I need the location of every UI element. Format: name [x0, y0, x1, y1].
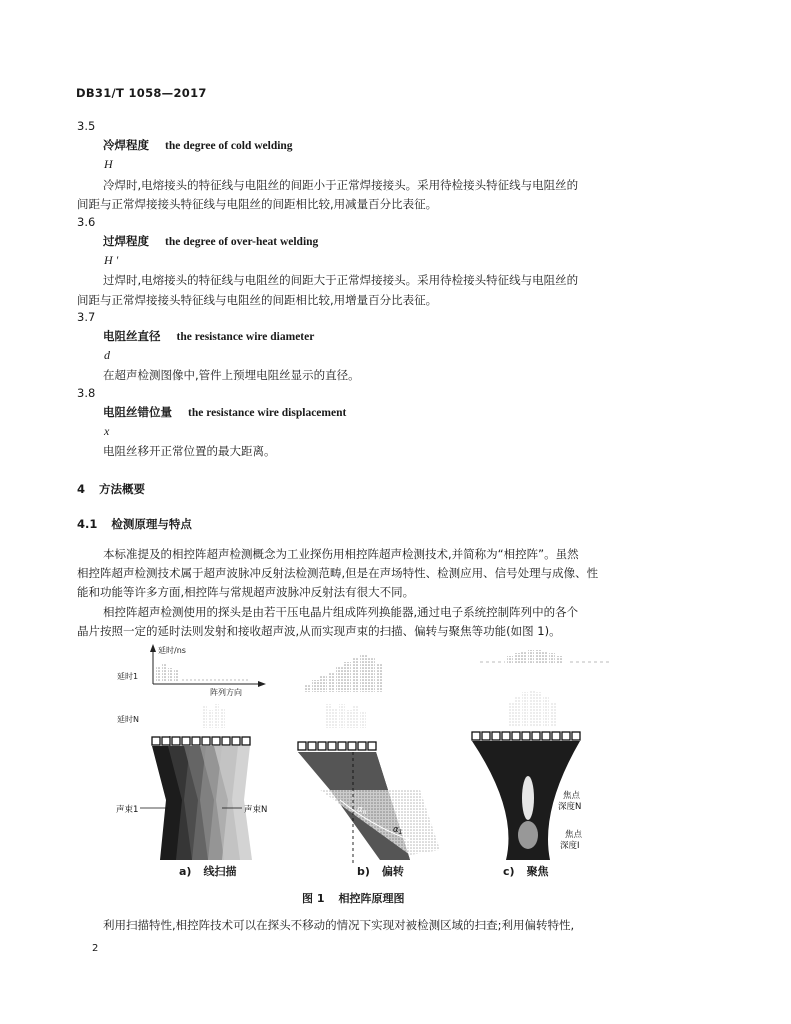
standard-number: DB31/T 1058—2017 — [76, 86, 207, 100]
panel-title: 偏转 — [381, 865, 404, 878]
section-number: 4.1 — [77, 517, 98, 531]
term-en: the resistance wire diameter — [176, 331, 315, 343]
focus-depth-n-label-2: 深度N — [558, 802, 582, 812]
section-number-3-5: 3.5 — [77, 119, 96, 133]
section-title: 检测原理与特点 — [111, 517, 192, 531]
delay-axis-label: 延时/ns — [158, 646, 186, 655]
definition-line: 间距与正常焊接接头特征线与电阻丝的间距相比较,用增量百分比表征。 — [77, 293, 438, 307]
section-number-3-8: 3.8 — [77, 386, 96, 400]
paragraph-line: 相控阵超声检测技术属于超声波脉冲反射法检测范畴,但是在声场特性、检测应用、信号处理与成像、性 — [77, 566, 599, 580]
term-3-7 — [103, 328, 314, 344]
chapter-heading — [77, 481, 145, 497]
phased-array-figure — [110, 640, 660, 885]
chapter-number: 4 — [77, 482, 86, 496]
panel-letter: c) — [503, 865, 515, 878]
paragraph-line: 利用扫描特性,相控阵技术可以在探头不移动的情况下实现对被检测区域的扫查;利用偏转特性, — [103, 918, 575, 932]
focus-depth-n-label-1: 焦点 — [563, 791, 581, 801]
caption-title: 相控阵原理图 — [338, 892, 405, 905]
paragraph-line: 能和功能等许多方面,相控阵与常规超声波脉冲反射法有很大不同。 — [77, 585, 415, 599]
panel-letter: b) — [357, 865, 370, 878]
alpha-1-label: $\alpha_1$ — [393, 825, 403, 836]
delay-n-label: 延时N — [117, 715, 139, 724]
panel-a-label — [179, 863, 236, 879]
panel-title: 聚焦 — [526, 865, 549, 878]
panel-b-label — [357, 863, 404, 879]
definition-line: 过焊时,电熔接头的特征线与电阻丝的间距大于正常焊接接头。采用待检接头特征线与电阻丝的 — [103, 273, 579, 287]
term-zh: 过焊程度 — [103, 234, 149, 248]
term-en: the resistance wire displacement — [188, 407, 347, 419]
alpha-n-label: $\alpha_n$ — [357, 805, 367, 816]
chapter-title: 方法概要 — [99, 482, 146, 496]
panel-title: 线扫描 — [203, 865, 237, 878]
panel-a-diagram — [116, 644, 267, 860]
term-3-6 — [103, 233, 318, 249]
caption-number: 图 1 — [302, 892, 325, 905]
panel-letter: a) — [179, 865, 192, 878]
term-en: the degree of cold welding — [165, 140, 293, 152]
term-symbol: d — [104, 348, 110, 362]
beam-1-label: 声束1 — [116, 805, 139, 815]
panel-c-label — [503, 863, 549, 879]
paragraph-line: 相控阵超声检测使用的探头是由若干压电晶片组成阵列换能器,通过电子系统控制阵列中的各个 — [103, 605, 579, 619]
page-number: 2 — [92, 943, 99, 954]
focus-depth-1-label-2: 深度Ⅰ — [560, 841, 580, 851]
focus-depth-1-label-1: 焦点 — [565, 830, 583, 840]
definition-line: 冷焊时,电熔接头的特征线与电阻丝的间距小于正常焊接接头。采用待检接头特征线与电阻丝的 — [103, 178, 579, 192]
term-zh: 电阻丝直径 — [103, 329, 161, 343]
definition-line: 电阻丝移开正常位置的最大距离。 — [103, 444, 276, 458]
paragraph-line: 本标准提及的相控阵超声检测概念为工业探伤用相控阵超声检测技术,并简称为“相控阵”。虽然 — [103, 547, 579, 561]
panel-c-diagram — [472, 650, 610, 860]
term-3-5 — [103, 137, 293, 153]
term-zh: 冷焊程度 — [103, 138, 149, 152]
figure-caption — [302, 890, 404, 906]
section-heading — [77, 516, 192, 532]
paragraph-line: 晶片按照一定的延时法则发射和接收超声波,从而实现声束的扫描、偏转与聚焦等功能(如图 1)。 — [77, 624, 561, 638]
array-direction-label: 阵列方向 — [210, 688, 242, 697]
term-symbol: H ′ — [104, 253, 119, 267]
term-en: the degree of over-heat welding — [165, 236, 319, 248]
term-zh: 电阻丝错位量 — [103, 405, 172, 419]
term-symbol: x — [104, 424, 110, 438]
definition-line: 在超声检测图像中,管件上预埋电阻丝显示的直径。 — [103, 368, 360, 382]
term-3-8 — [103, 404, 346, 420]
beam-n-label: 声束N — [244, 805, 268, 815]
section-number-3-7: 3.7 — [77, 310, 96, 324]
term-symbol: H — [104, 157, 113, 171]
section-number-3-6: 3.6 — [77, 215, 96, 229]
panel-b-diagram — [298, 654, 440, 865]
delay-1-label: 延时1 — [117, 672, 139, 681]
definition-line: 间距与正常焊接接头特征线与电阻丝的间距相比较,用减量百分比表征。 — [77, 197, 438, 211]
